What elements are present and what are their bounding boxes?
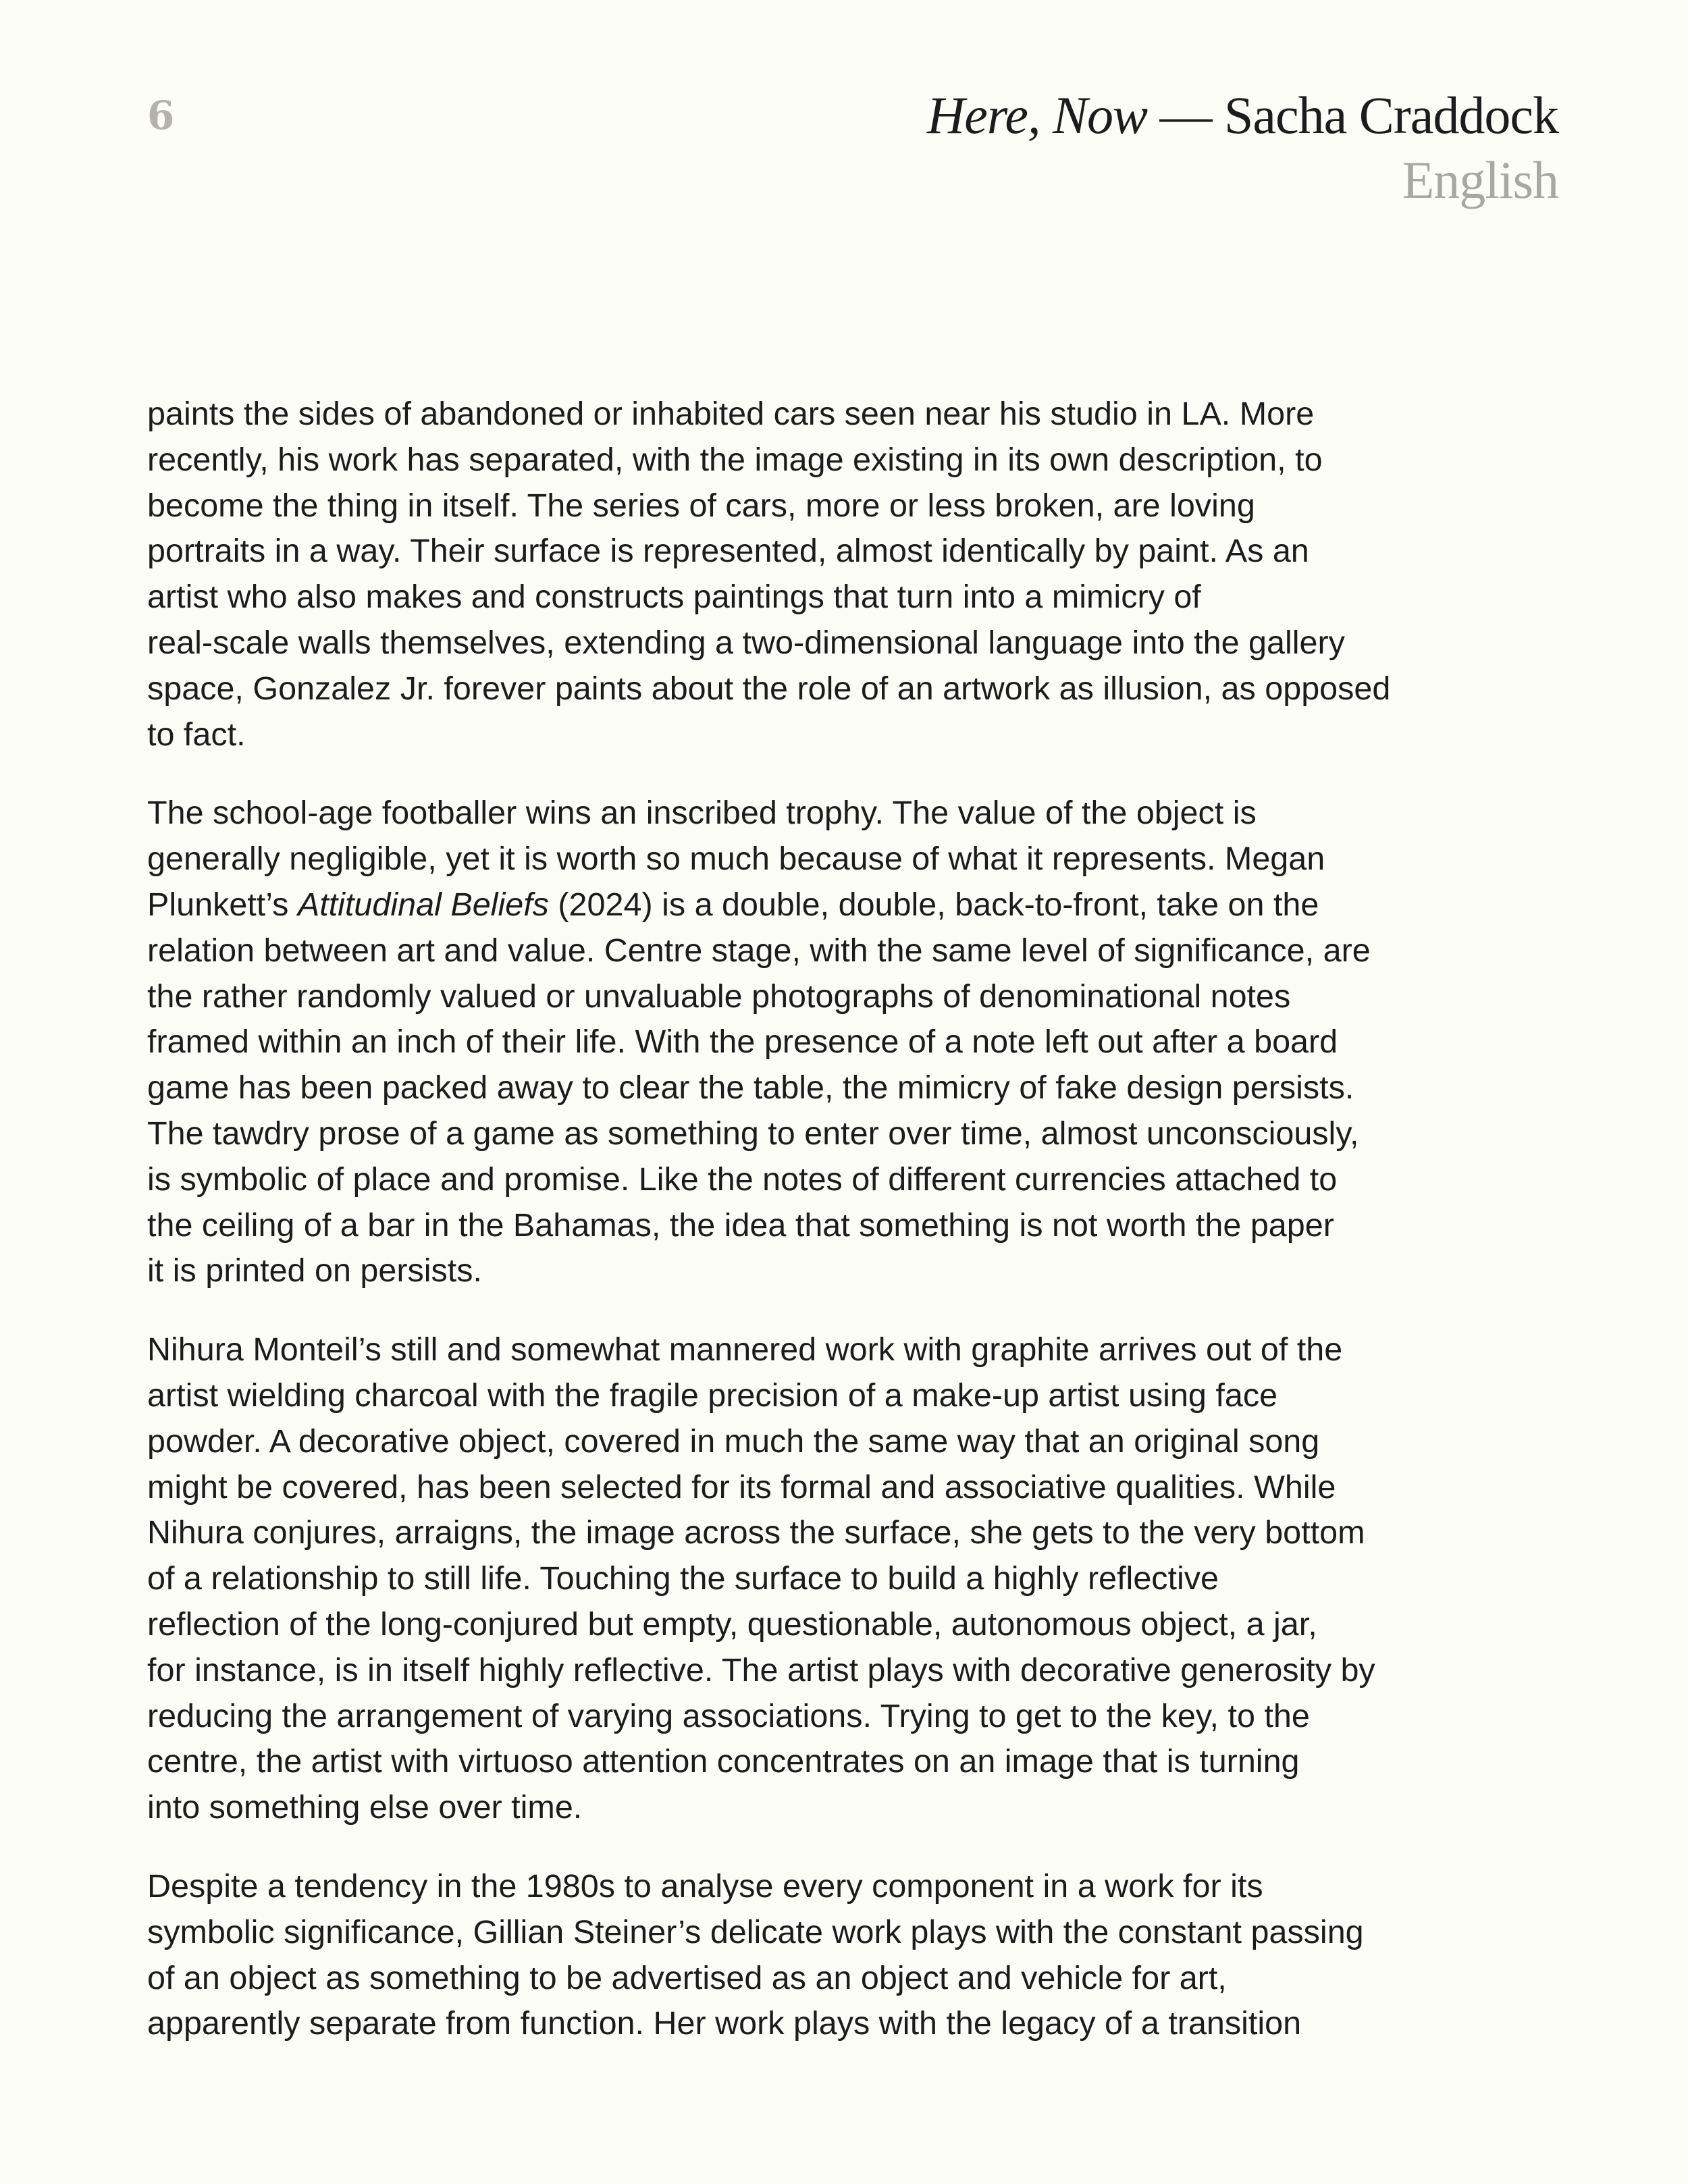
- text-line: paints the sides of abandoned or inhabited cars seen near his studio in LA. More: [147, 396, 1315, 432]
- running-header: [927, 86, 1558, 209]
- text-line: become the thing in itself. The series of cars, more or less broken, are loving: [147, 487, 1255, 524]
- paragraph-3: [147, 1327, 1565, 1831]
- language-label: English: [1402, 150, 1558, 209]
- article-body: [147, 392, 1565, 2080]
- text-line: framed within an inch of their life. With the presence of a note left out after a board: [147, 1023, 1338, 1061]
- text-line: is symbolic of place and promise. Like the notes of different currencies attached to: [147, 1161, 1338, 1198]
- text-line: to fact.: [147, 716, 246, 753]
- text-segment: (2024) is a double, double, back-to-front, take on the: [548, 886, 1319, 923]
- text-line: portraits in a way. Their surface is represented, almost identically by paint. As an: [147, 533, 1309, 570]
- artwork-title: Attitudinal Beliefs: [297, 886, 549, 923]
- text-line: generally negligible, yet it is worth so much because of what it represents. Megan: [147, 841, 1325, 878]
- text-line: artist wielding charcoal with the fragile precision of a make-up artist using face: [147, 1377, 1278, 1414]
- article-author: — Sacha Craddock: [1147, 86, 1558, 144]
- text-segment: Plunkett’s: [147, 886, 298, 923]
- text-line: of an object as something to be advertised as an object and vehicle for art,: [147, 1959, 1227, 1996]
- text-line: relation between art and value. Centre stage, with the same level of significance, are: [147, 932, 1371, 969]
- text-line: real-scale walls themselves, extending a two-dimensional language into the gallery: [147, 624, 1345, 661]
- text-line: might be covered, has been selected for its formal and associative qualities. While: [147, 1468, 1336, 1506]
- text-line: The school-age footballer wins an inscribed trophy. The value of the object is: [147, 795, 1257, 832]
- text-line: of a relationship to still life. Touching the surface to build a highly reflective: [147, 1560, 1219, 1597]
- text-line: into something else over time.: [147, 1789, 583, 1826]
- paragraph-2: [147, 791, 1565, 1294]
- text-line: powder. A decorative object, covered in much the same way that an original song: [147, 1422, 1320, 1460]
- paragraph-1: [147, 392, 1565, 757]
- text-line: reducing the arrangement of varying associations. Trying to get to the key, to the: [147, 1697, 1310, 1734]
- page-number: 6: [147, 92, 175, 138]
- text-line: artist who also makes and constructs paintings that turn into a mimicry of: [147, 579, 1201, 616]
- text-line: [147, 882, 1565, 928]
- text-line: the rather randomly valued or unvaluable photographs of denominational notes: [147, 978, 1291, 1015]
- text-line: symbolic significance, Gillian Steiner’s delicate work plays with the constant passing: [147, 1913, 1364, 1950]
- text-line: space, Gonzalez Jr. forever paints about the role of an artwork as illusion, as opposed: [147, 670, 1391, 707]
- text-line: recently, his work has separated, with the image existing in its own description, to: [147, 441, 1323, 478]
- text-line: Nihura conjures, arraigns, the image across the surface, she gets to the very bottom: [147, 1514, 1365, 1551]
- article-title: [927, 86, 1558, 144]
- text-line: centre, the artist with virtuoso attention concentrates on an image that is turning: [147, 1743, 1300, 1780]
- text-line: apparently separate from function. Her work plays with the legacy of a transition: [147, 2005, 1302, 2042]
- text-line: The tawdry prose of a game as something to enter over time, almost unconsciously,: [147, 1115, 1359, 1152]
- paragraph-4: [147, 1864, 1565, 2047]
- text-line: Despite a tendency in the 1980s to analyse every component in a work for its: [147, 1867, 1263, 1905]
- text-line: reflection of the long-conjured but empty, questionable, autonomous object, a jar,: [147, 1605, 1317, 1643]
- text-line: Nihura Monteil’s still and somewhat mannered work with graphite arrives out of the: [147, 1331, 1343, 1368]
- text-line: game has been packed away to clear the table, the mimicry of fake design persists.: [147, 1069, 1354, 1107]
- article-title-italic: Here, Now: [926, 86, 1148, 144]
- text-line: the ceiling of a bar in the Bahamas, the idea that something is not worth the paper: [147, 1206, 1334, 1244]
- text-line: it is printed on persists.: [147, 1252, 482, 1289]
- text-line: for instance, is in itself highly reflective. The artist plays with decorative generosity by: [147, 1651, 1375, 1688]
